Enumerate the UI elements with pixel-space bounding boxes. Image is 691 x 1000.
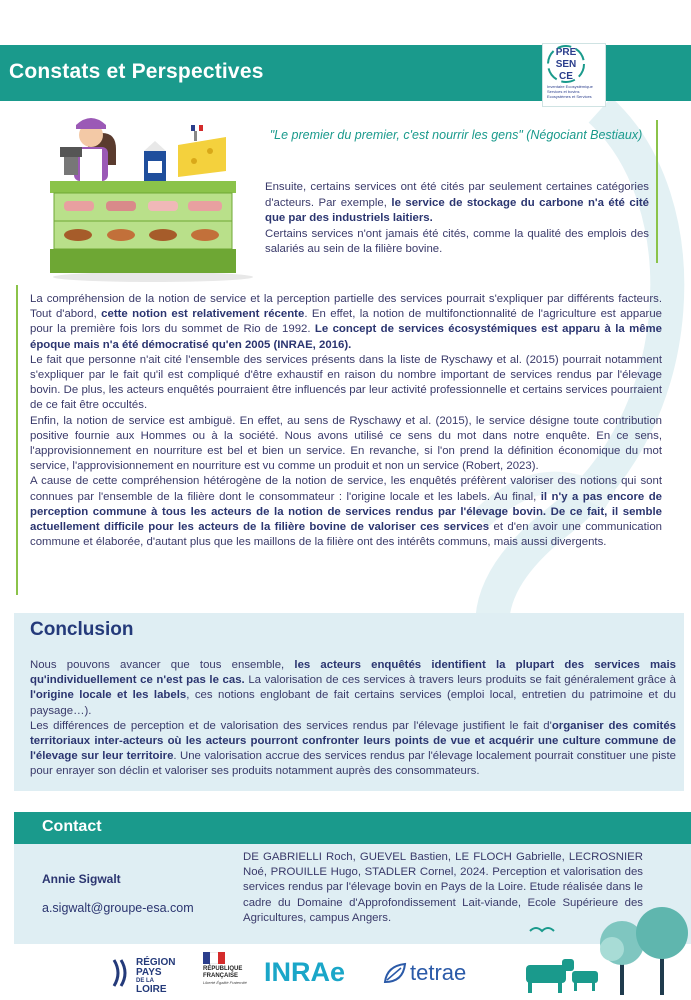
main-paragraph-2: Le fait que personne n'ait cité l'ensemble des services présents dans la liste de Ryschawy et al. (2015) pourrait notamment s'expliquer par le fait qu'il est compliqué d'être exhaustif en raison du nombre important de services rendus par l'élevage bovin. De plus, les acteurs enquêtés pourraient être influencés par leur activité professionnelle et certains services pourraient de ce fait être occultés. — [30, 353, 662, 412]
conclusion-paragraph-1 — [30, 658, 676, 719]
region-line-4: LOIRE — [136, 984, 167, 995]
intro-text-1a: Ensuite, certains services ont été cités par seulement certaines catégories d'acteurs. Par exemple, — [265, 181, 649, 209]
main-text-4a: A cause de cette compréhension hétérogène de la notion de service, les enquêtés préfèrent valoriser des notions qui sont connues par l'ensemble de la filière dont le consommateur : l'origine locale et les labels. Au final, — [30, 475, 662, 503]
concl-text-2c: . Une valorisation accrue des services rendus par l'élevage localement pourrait constituer une piste pour enrayer son déclin et valoriser ses produits notamment auprès des consommateurs. — [30, 750, 676, 778]
presence-logo — [542, 43, 606, 107]
rf-line-2: FRANÇAISE — [203, 973, 239, 979]
conclusion-title: Conclusion — [30, 619, 134, 640]
logo-ring-icon — [543, 44, 589, 84]
main-text-4b: il n'y a pas encore de perception commune à tous les acteurs de la notion de services rendus par l'élevage bovin. De ce fait, il semble actuellement difficile pour les acteurs de la filière bovine de valoriser ces services — [30, 490, 662, 534]
main-text-1a: La compréhension de la notion de service et la perception partielle des services pourrait s'expliquer par différents facteurs. Tout d'abord, — [30, 293, 662, 321]
french-flag-icon — [203, 952, 225, 964]
logo-line-2: SEN — [555, 59, 577, 70]
butcher-counter-illustration — [48, 105, 258, 285]
main-accent-bar — [16, 285, 18, 595]
intro-quote: "Le premier du premier, c'est nourrir les gens" (Négociant Bestiaux) — [269, 128, 643, 142]
republique-francaise-logo — [203, 952, 253, 985]
logo-line-1: PRE — [555, 47, 577, 58]
intro-text-1b: le service de stockage du carbone n'a été cité que par des industriels laitiers. — [265, 196, 649, 224]
main-text-1d: Le concept de services écosystémiques est apparu à la même époque mais n'a été démocratisé qu'en 2005 (INRAE, 2016). — [30, 323, 662, 351]
inrae-logo: INRAe — [264, 957, 346, 987]
region-line-3: DE LA — [136, 978, 154, 984]
concl-text-2b: organiser des comités territoriaux inter-acteurs où les acteurs pourront confronter leurs points de vue et acquérir une culture commune de l'élevage sur leur territoire — [30, 719, 676, 763]
contact-name: Annie Sigwalt — [42, 872, 121, 886]
contact-bar — [14, 812, 691, 844]
intro-accent-bar — [656, 120, 658, 263]
main-text-4c: et d'en avoir une communication commune et élaborée, d'autant plus que les maillons de la filière ont des intérêts communs, mais aussi divergents. — [30, 521, 662, 549]
rf-text — [203, 966, 253, 980]
logo-line-3: CE — [559, 71, 573, 82]
concl-text-2a: Les différences de perception et de valorisation des services rendus par l'élevage justifient le fait d' — [30, 719, 552, 732]
main-text-1c: . En effet, la notion de multifonctionnalité de l'agriculture est apparue pour la première fois lors du sommet de Rio de 1992. — [30, 308, 662, 336]
conclusion-body — [30, 658, 676, 780]
intro-text-2: Certains services n'ont jamais été cités, comme la qualité des emplois des salariés au sein de la filière bovine. — [265, 227, 649, 255]
main-paragraph-4 — [30, 474, 662, 550]
rf-motto: Liberté Égalité Fraternité — [203, 980, 247, 985]
citation-reference: DE GABRIELLI Roch, GUEVEL Bastien, LE FLOCH Gabrielle, LECROSNIER Noé, PROUILLE Hugo, STADLER Cornel, 2024. Perception et valorisation des services rendus par l'élevage bovin en Pays de la Loire. Etude réalisée dans le cadre du Domaine d'Approfondissement Lait-viande, Ecole Supérieure des Agricultures, campus Angers. — [243, 851, 643, 924]
page-title: Constats et Perspectives — [9, 60, 264, 83]
main-text-1b: cette notion est relativement récente — [101, 308, 305, 321]
main-body — [30, 292, 662, 550]
main-paragraph-3: Enfin, la notion de service est ambiguë. En effet, au sens de Ryschawy et al. (2015), le service désigne toute contribution positive fournie aux Hommes ou à la société. Nous avons utilisé ce sens du mot dans notre enquête. En ce sens, l'approvisionnement en nourriture est bel et bien un service. En revanche, si l'on prend la définition économique du mot service, l'approvisionnement en nourriture est vu comme un produit et non un service (Robert, 2023). — [30, 414, 662, 473]
contact-title: Contact — [42, 818, 102, 835]
rf-line-1: RÉPUBLIQUE — [203, 966, 243, 972]
logo-subtitle: Inventaire Ecosystémique Services et bovins Ecosystèmes et Services — [547, 84, 593, 99]
region-line-2: PAYS — [136, 967, 162, 978]
concl-text-1d: l'origine locale et les labels — [30, 689, 187, 702]
concl-text-1a: Nous pouvons avancer que tous ensemble, — [30, 659, 295, 671]
tetrae-leaf-icon — [382, 962, 408, 986]
concl-text-1b: les acteurs enquêtés identifient la plupart des services mais qu'individuellement ce n'est pas le cas. — [30, 659, 676, 687]
conclusion-paragraph-2 — [30, 719, 676, 780]
intro-paragraph — [265, 180, 649, 258]
contact-email-link[interactable]: a.sigwalt@groupe-esa.com — [42, 901, 194, 915]
concl-text-1c: La valorisation de ces services à travers leurs produits se fait généralement grâce à — [244, 674, 676, 687]
region-text — [136, 958, 196, 995]
region-bars-icon — [112, 958, 134, 988]
main-paragraph-1 — [30, 292, 662, 353]
tetrae-text: tetrae — [410, 960, 467, 985]
concl-text-1e: , ces notions englobant de fait certains services (emploi local, entretien du patrimoine et du paysage…). — [30, 689, 676, 717]
region-line-1: RÉGION — [136, 957, 176, 968]
farm-illustration — [520, 905, 691, 1000]
